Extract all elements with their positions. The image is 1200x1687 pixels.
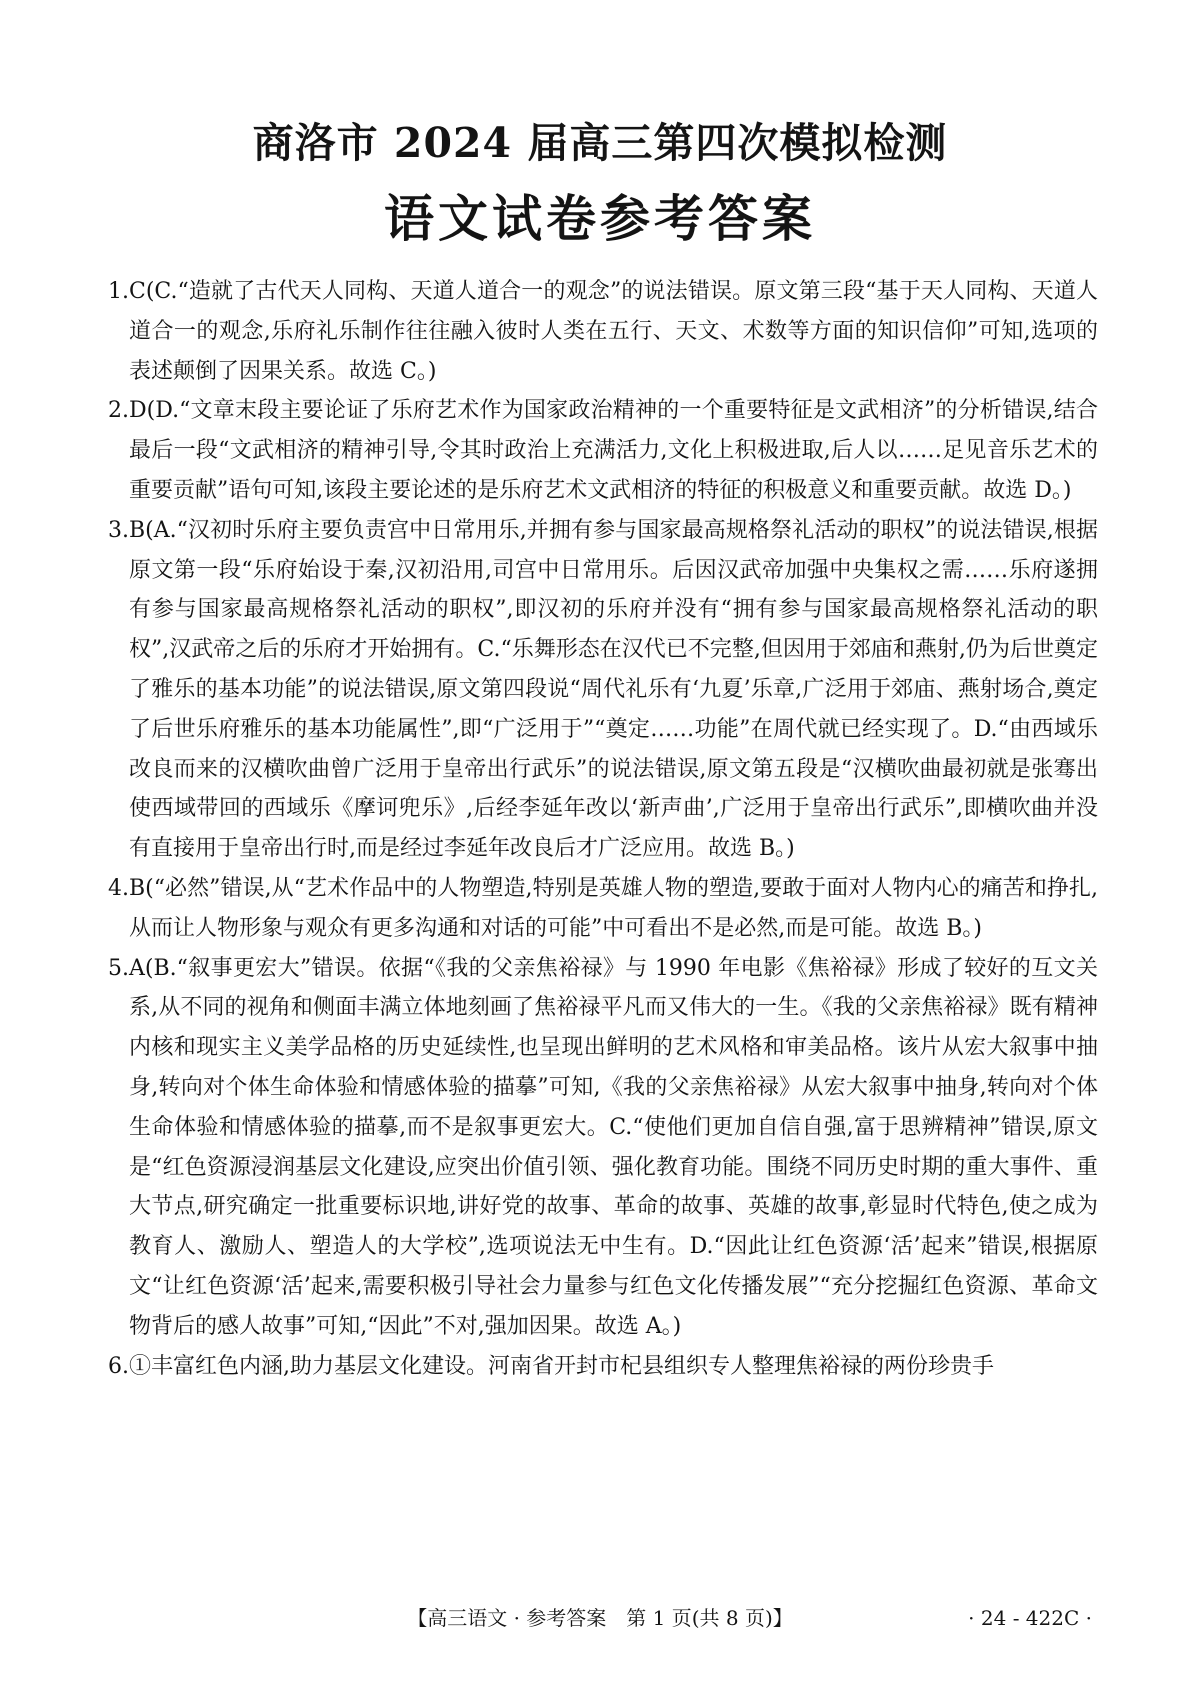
answer-item-2: [108, 391, 1098, 510]
answer-number: 4.: [108, 875, 129, 901]
answer-number: 2.: [108, 398, 129, 424]
footer-page-info: 【高三语文 · 参考答案 第 1 页(共 8 页)】: [407, 1606, 793, 1630]
answer-number: 5.: [108, 955, 129, 981]
answer-text: A(B.“叙事更宏大”错误。依据“《我的父亲焦裕禄》与 1990 年电影《焦裕禄》形成了较好的互文关系,从不同的视角和侧面丰满立体地刻画了焦裕禄平凡而又伟大的一生。《我的父亲焦裕禄》既有精神内核和现实主义美学品格的历史延续性,也呈现出鲜明的艺术风格和审美品格。该片从宏大叙事中抽身,转向对个体生命体验和情感体验的描摹”可知,《我的父亲焦裕禄》从宏大叙事中抽身,转向对个体生命体验和情感体验的描摹,而不是叙事更宏大。C.“使他们更加自信自强,富于思辨精神”错误,原文是“红色资源浸润基层文化建设,应突出价值引领、强化教育功能。围绕不同历史时期的重大事件、重大节点,研究确定一批重要标识地,讲好党的故事、革命的故事、英雄的故事,彰显时代特色,使之成为教育人、激励人、塑造人的大学校”,选项说法无中生有。D.“因此让红色资源‘活’起来”错误,根据原文“让红色资源‘活’起来,需要积极引导社会力量参与红色文化传播发展”“充分挖掘红色资源、革命文物背后的感人故事”可知,“因此”不对,强加因果。故选 A。): [129, 955, 1098, 1339]
answer-number: 3.: [108, 517, 129, 543]
footer-exam-code: · 24 - 422C ·: [968, 1606, 1092, 1630]
answer-text: ①丰富红色内涵,助力基层文化建设。河南省开封市杞县组织专人整理焦裕禄的两份珍贵手: [129, 1353, 994, 1379]
answer-text: D(D.“文章末段主要论证了乐府艺术作为国家政治精神的一个重要特征是文武相济”的分析错误,结合最后一段“文武相济的精神引导,令其时政治上充满活力,文化上积极进取,后人以……足见音乐艺术的重要贡献”语句可知,该段主要论述的是乐府艺术文武相济的特征的积极意义和重要贡献。故选 D。): [129, 398, 1098, 503]
answer-item-4: [108, 869, 1098, 949]
answer-text: C(C.“造就了古代天人同构、天道人道合一的观念”的说法错误。原文第三段“基于天人同构、天道人道合一的观念,乐府礼乐制作往往融入彼时人类在五行、天文、术数等方面的知识信仰”可知,选项的表述颠倒了因果关系。故选 C。): [129, 279, 1098, 384]
answer-item-6: [108, 1347, 1098, 1387]
answer-text: B(“必然”错误,从“艺术作品中的人物塑造,特别是英雄人物的塑造,要敢于面对人物内心的痛苦和挣扎,从而让人物形象与观众有更多沟通和对话的可能”中可看出不是必然,而是可能。故选 B。): [129, 875, 1098, 941]
answer-item-3: [108, 511, 1098, 869]
exam-title: 商洛市 2024 届高三第四次模拟检测: [252, 119, 948, 167]
answer-number: 6.: [108, 1353, 129, 1379]
page-footer: [0, 1601, 1200, 1635]
document-subtitle: 语文试卷参考答案: [384, 189, 816, 248]
answer-list: [108, 272, 1098, 1386]
answer-text: B(A.“汉初时乐府主要负责宫中日常用乐,并拥有参与国家最高规格祭礼活动的职权”的说法错误,根据原文第一段“乐府始设于秦,汉初沿用,司宫中日常用乐。后因汉武帝加强中央集权之需……乐府遂拥有参与国家最高规格祭礼活动的职权”,即汉初的乐府并没有“拥有参与国家最高规格祭礼活动的职权”,汉武帝之后的乐府才开始拥有。C.“乐舞形态在汉代已不完整,但因用于郊庙和燕射,仍为后世奠定了雅乐的基本功能”的说法错误,原文第四段说“周代礼乐有‘九夏’乐章,广泛用于郊庙、燕射场合,奠定了后世乐府雅乐的基本功能属性”,即“广泛用于”“奠定……功能”在周代就已经实现了。D.“由西域乐改良而来的汉横吹曲曾广泛用于皇帝出行武乐”的说法错误,原文第五段是“汉横吹曲最初就是张骞出使西域带回的西域乐《摩诃兜乐》,后经李延年改以‘新声曲’,广泛用于皇帝出行武乐”,即横吹曲并没有直接用于皇帝出行时,而是经过李延年改良后才广泛应用。故选 B。): [129, 517, 1098, 862]
answer-number: 1.: [108, 279, 129, 304]
answer-item-1: [108, 272, 1098, 391]
answer-item-5: [108, 949, 1098, 1347]
